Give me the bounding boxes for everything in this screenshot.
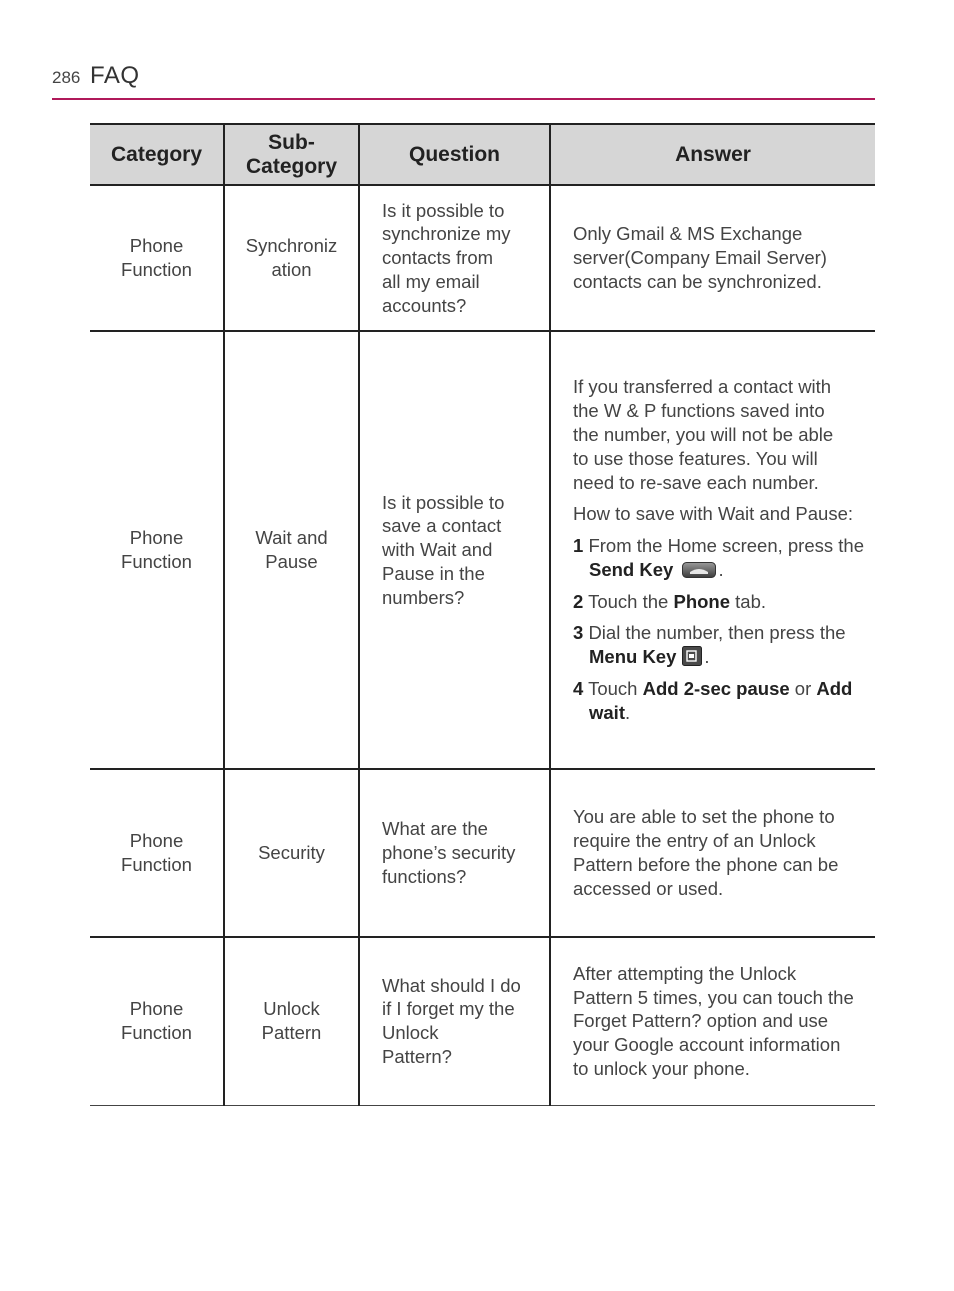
table-row	[90, 185, 875, 331]
category-cell: Phone Function	[90, 331, 224, 769]
column-header-subcategory: Sub- Category	[224, 124, 359, 185]
step-item: 2 Touch the Phone tab.	[573, 590, 767, 612]
add-wait-label: Add wait	[589, 678, 853, 723]
column-header-answer: Answer	[550, 124, 875, 185]
subcategory-cell: Wait and Pause	[224, 331, 359, 769]
subcategory-cell: Unlock Pattern	[224, 937, 359, 1105]
step-item: 4 Touch Add 2-sec pause or Add wait.	[573, 678, 853, 723]
menu-key-label: Menu Key	[589, 646, 677, 668]
question-cell: What should I do if I forget my the Unlock Pattern?	[359, 937, 550, 1105]
category-cell: Phone Function	[90, 937, 224, 1105]
table-row	[90, 769, 875, 937]
faq-table	[90, 123, 875, 1106]
step-item: 3 Dial the number, then press the Menu Key .	[573, 622, 846, 668]
category-cell: Phone Function	[90, 185, 224, 331]
answer-cell: Only Gmail & MS Exchange server(Company Email Server) contacts can be synchronized.	[550, 185, 875, 331]
step-number: 3	[573, 622, 584, 644]
answer-cell: After attempting the Unlock Pattern 5 times, you can touch the Forget Pattern? option and use your Google account information to unlock your phone.	[550, 937, 875, 1105]
question-cell: What are the phone’s security functions?	[359, 769, 550, 937]
subcategory-cell: Security	[224, 769, 359, 937]
answer-cell: You are able to set the phone to require the entry of an Unlock Pattern before the phone can be accessed or used.	[550, 769, 875, 937]
answer-howto: How to save with Wait and Pause:	[573, 503, 854, 525]
menu-key-icon	[682, 646, 702, 666]
page-title: FAQ	[90, 62, 140, 89]
step-number: 2	[573, 590, 584, 612]
table-header-row	[90, 124, 875, 185]
step-item: 1 From the Home screen, press the Send Key .	[573, 535, 864, 580]
column-header-question: Question	[359, 124, 550, 185]
question-cell: Is it possible to save a contact with Wait and Pause in the numbers?	[359, 331, 550, 769]
question-cell: Is it possible to synchronize my contacts from all my email accounts?	[359, 185, 550, 331]
add-pause-label: Add 2-sec pause	[642, 678, 790, 700]
step-number: 1	[573, 535, 584, 557]
answer-cell	[550, 331, 875, 769]
table-row	[90, 937, 875, 1105]
column-header-category: Category	[90, 124, 224, 185]
step-number: 4	[573, 678, 584, 700]
category-cell: Phone Function	[90, 769, 224, 937]
page-header	[52, 62, 875, 100]
answer-intro: If you transferred a contact with the W & P functions saved into the number, you will not be able to use those features. You will need to re-save each number.	[573, 376, 834, 493]
page-number: 286	[52, 68, 81, 87]
send-key-label: Send Key	[589, 558, 674, 580]
subcategory-cell: Synchroniz ation	[224, 185, 359, 331]
phone-tab-label: Phone	[673, 590, 731, 612]
table-row	[90, 331, 875, 769]
send-key-icon	[682, 562, 716, 578]
